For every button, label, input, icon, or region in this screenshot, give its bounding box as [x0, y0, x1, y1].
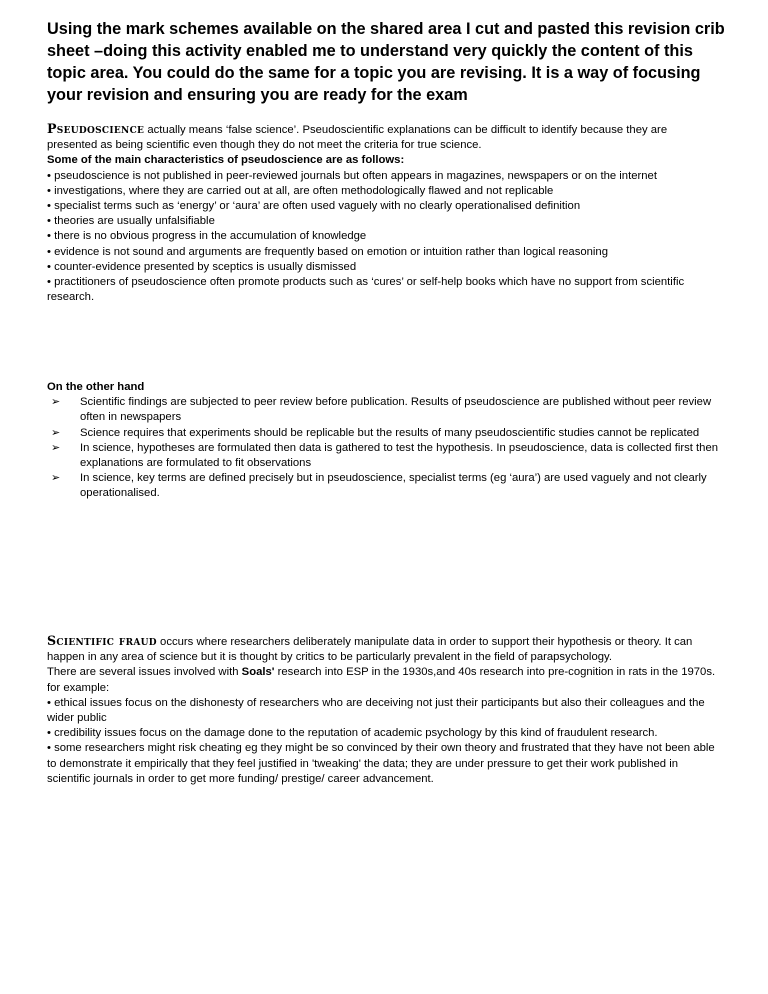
characteristic-item: • theories are usually unfalsifiable	[47, 215, 215, 228]
arrow-bullet-icon: ➢	[51, 472, 61, 485]
characteristic-item: • pseudoscience is not published in peer-reviewed journals but often appears in magazines, newspapers or on the internet	[47, 169, 657, 182]
other-hand-section	[47, 380, 719, 502]
soals-name: Soals'	[241, 666, 275, 679]
characteristic-item: • specialist terms such as ‘energy’ or ‘aura’ are often used vaguely with no clearly operationalised definition	[47, 200, 581, 213]
characteristic-item: • there is no obvious progress in the accumulation of knowledge	[47, 230, 367, 243]
fraud-definition	[47, 633, 719, 665]
arrow-bullet-icon: ➢	[51, 426, 61, 439]
pseudoscience-section	[47, 121, 719, 305]
pseudoscience-term: Pseudoscience	[47, 121, 145, 136]
comparison-item: ➢ Science requires that experiments should be replicable but the results of many pseudoscientific studies cannot be replicated	[47, 426, 719, 441]
fraud-issue-item: • ethical issues focus on the dishonesty of researchers who are deceiving not just their participants but also their colleagues and the wider public	[47, 696, 705, 725]
pseudoscience-lead: actually means ‘false science’. Pseudoscientific explanations can be difficult to identify because they are presented as being scientific even though they do not meet the criteria for true science.	[47, 124, 668, 152]
characteristic-item: • investigations, where they are carried out at all, are often methodologically flawed and not replicable	[47, 184, 554, 197]
fraud-issues-intro: There are several issues involved with Soals' research into ESP in the 1930s,and 40s research into pre-cognition in rats in the 1970s. for example:	[47, 666, 716, 694]
other-hand-heading: On the other hand	[47, 381, 145, 393]
comparison-item: ➢ In science, hypotheses are formulated then data is gathered to test the hypothesis. In pseudoscience, data is collected first then explanations are formulated to fit observations	[51, 441, 719, 470]
intro-paragraph: Using the mark schemes available on the shared area I cut and pasted this revision crib sheet –doing this activity enabled me to understand very quickly the content of this topic area. You could do the same for a topic you are revising. It is a way of focusing your revision and ensuring you are ready for the exam	[47, 20, 725, 104]
comparison-item: ➢ In science, key terms are defined precisely but in pseudoscience, specialist terms (eg ‘aura’) are used vaguely and not clearly operationalised.	[51, 472, 707, 500]
comparison-item: ➢ Scientific findings are subjected to peer review before publication. Results of pseudoscience are published without peer review often in newspapers	[51, 396, 712, 424]
scientific-fraud-section	[47, 633, 719, 787]
characteristic-item: • counter-evidence presented by sceptics is usually dismissed	[47, 260, 357, 273]
arrow-bullet-icon: ➢	[51, 441, 61, 454]
characteristics-subhead: Some of the main characteristics of pseudoscience are as follows:	[47, 154, 405, 167]
fraud-issue-item: • some researchers might risk cheating eg they might be so convinced by their own theory and frustrated that they have not been able to demonstrate it empirically that they feel justified in 'tweaking' the data; they are under pressure to get their work published in scientific journals in order to get more funding/ prestige/ career advancement.	[47, 742, 715, 785]
characteristic-item: • evidence is not sound and arguments are frequently based on emotion or intuition rather than logical reasoning	[47, 245, 608, 258]
fraud-term: Scientific fraud	[47, 633, 157, 648]
fraud-issue-item: • credibility issues focus on the damage done to the reputation of academic psychology by this kind of fraudulent research.	[47, 727, 658, 740]
comparison-list	[47, 395, 719, 501]
arrow-bullet-icon: ➢	[51, 396, 61, 409]
fraud-lead: occurs where researchers deliberately manipulate data in order to support their hypothesis or theory. It can happen in any area of science but it is thought by critics to be particularly prevalent in the field of parapsychology.	[47, 636, 693, 664]
characteristic-item: • practitioners of pseudoscience often promote products such as ‘cures’ or self-help books which have no support from scientific research.	[47, 276, 685, 304]
pseudoscience-definition	[47, 121, 719, 153]
